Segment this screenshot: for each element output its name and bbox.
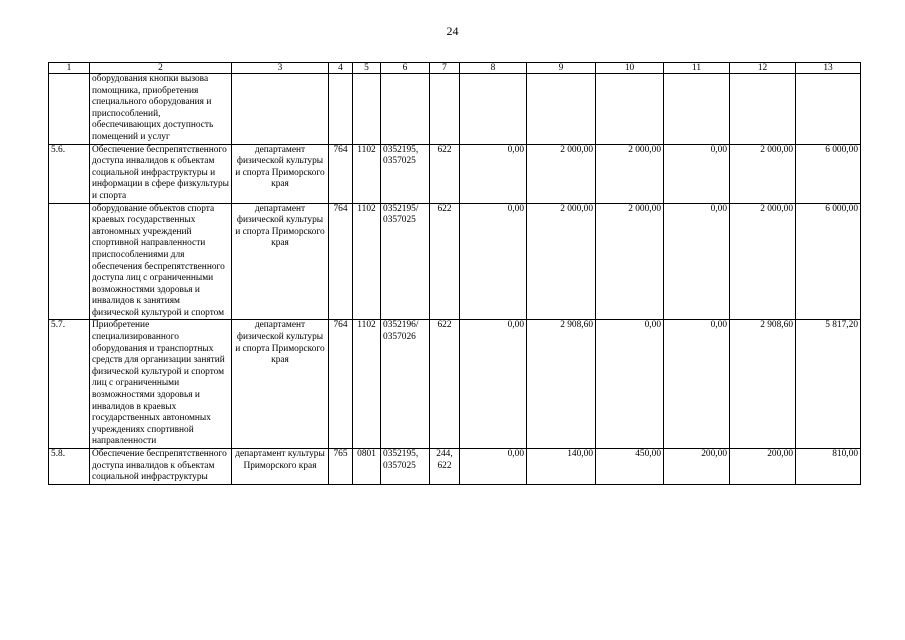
column-header: 6 xyxy=(381,63,430,74)
row-col4: 764 xyxy=(329,203,353,320)
row-col7: 622 xyxy=(430,144,460,203)
row-col6: 0352195, 0357025 xyxy=(381,449,430,485)
column-header: 4 xyxy=(329,63,353,74)
row-description: оборудование объектов спорта краевых государственных автономных учреждений спортивной направленности приспособлениями для обеспечения беспрепятственного доступа лиц с ограниченными возможностями здоровья и инвалидов к занятиям физической культурой и спортом xyxy=(90,203,232,320)
row-col12: 2 908,60 xyxy=(730,320,796,449)
row-col7 xyxy=(430,74,460,145)
row-col4: 764 xyxy=(329,320,353,449)
row-col5: 1102 xyxy=(353,203,381,320)
row-col11 xyxy=(664,74,730,145)
row-col11: 0,00 xyxy=(664,203,730,320)
row-col8 xyxy=(460,74,527,145)
row-col12 xyxy=(730,74,796,145)
row-col8: 0,00 xyxy=(460,203,527,320)
row-col10: 2 000,00 xyxy=(596,203,664,320)
row-col6: 0352195, 0357025 xyxy=(381,144,430,203)
row-col4: 764 xyxy=(329,144,353,203)
row-col12: 2 000,00 xyxy=(730,203,796,320)
table-row xyxy=(49,449,861,485)
row-col11: 0,00 xyxy=(664,320,730,449)
row-col13: 6 000,00 xyxy=(796,144,861,203)
budget-table xyxy=(48,62,861,485)
column-header: 10 xyxy=(596,63,664,74)
row-col7: 622 xyxy=(430,320,460,449)
row-col10: 0,00 xyxy=(596,320,664,449)
row-col5: 1102 xyxy=(353,144,381,203)
row-department: департамент физической культуры и спорта Приморского края xyxy=(232,320,329,449)
row-number: 5.7. xyxy=(49,320,90,449)
row-col9: 2 908,60 xyxy=(527,320,596,449)
row-col4: 765 xyxy=(329,449,353,485)
row-col13: 6 000,00 xyxy=(796,203,861,320)
table-row xyxy=(49,203,861,320)
row-col11: 0,00 xyxy=(664,144,730,203)
row-description: оборудования кнопки вызова помощника, приобретения специального оборудования и приспособлений, обеспечивающих доступность помещений и услуг xyxy=(90,74,232,145)
row-col11: 200,00 xyxy=(664,449,730,485)
row-col9: 140,00 xyxy=(527,449,596,485)
row-description: Обеспечение беспрепятственного доступа инвалидов к объектам социальной инфраструктуры и информации в сфере физкультуры и спорта xyxy=(90,144,232,203)
column-header: 13 xyxy=(796,63,861,74)
row-col10: 2 000,00 xyxy=(596,144,664,203)
row-col9 xyxy=(527,74,596,145)
row-description: Приобретение специализированного оборудования и транспортных средств для организации занятий физической культурой и спортом лиц с ограниченными возможностями здоровья и инвалидов в краевых государственных автономных учреждениях спортивной направленности xyxy=(90,320,232,449)
row-department: департамент физической культуры и спорта Приморского края xyxy=(232,203,329,320)
row-col8: 0,00 xyxy=(460,144,527,203)
row-col9: 2 000,00 xyxy=(527,203,596,320)
row-col9: 2 000,00 xyxy=(527,144,596,203)
table-row xyxy=(49,320,861,449)
row-number: 5.8. xyxy=(49,449,90,485)
row-col10: 450,00 xyxy=(596,449,664,485)
column-header: 1 xyxy=(49,63,90,74)
column-number-row xyxy=(49,63,861,74)
row-col6: 0352195/ 0357025 xyxy=(381,203,430,320)
row-col7: 244, 622 xyxy=(430,449,460,485)
column-header: 8 xyxy=(460,63,527,74)
column-header: 3 xyxy=(232,63,329,74)
row-col5: 1102 xyxy=(353,320,381,449)
row-department: департамент физической культуры и спорта Приморского края xyxy=(232,144,329,203)
row-col6: 0352196/ 0357026 xyxy=(381,320,430,449)
row-col4 xyxy=(329,74,353,145)
row-col8: 0,00 xyxy=(460,449,527,485)
row-department xyxy=(232,74,329,145)
row-col5: 0801 xyxy=(353,449,381,485)
row-col13: 810,00 xyxy=(796,449,861,485)
row-col13: 5 817,20 xyxy=(796,320,861,449)
column-header: 12 xyxy=(730,63,796,74)
column-header: 5 xyxy=(353,63,381,74)
column-header: 11 xyxy=(664,63,730,74)
column-header: 9 xyxy=(527,63,596,74)
row-number xyxy=(49,203,90,320)
row-col12: 200,00 xyxy=(730,449,796,485)
column-header: 7 xyxy=(430,63,460,74)
page-number: 24 xyxy=(446,24,459,38)
row-department: департамент культуры Приморского края xyxy=(232,449,329,485)
table-row xyxy=(49,144,861,203)
row-number: 5.6. xyxy=(49,144,90,203)
row-col6 xyxy=(381,74,430,145)
table-row xyxy=(49,74,861,145)
row-col5 xyxy=(353,74,381,145)
row-col10 xyxy=(596,74,664,145)
row-col13 xyxy=(796,74,861,145)
row-col7: 622 xyxy=(430,203,460,320)
row-col8: 0,00 xyxy=(460,320,527,449)
row-number xyxy=(49,74,90,145)
column-header: 2 xyxy=(90,63,232,74)
row-description: Обеспечение беспрепятственного доступа инвалидов к объектам социальной инфраструктуры xyxy=(90,449,232,485)
row-col12: 2 000,00 xyxy=(730,144,796,203)
